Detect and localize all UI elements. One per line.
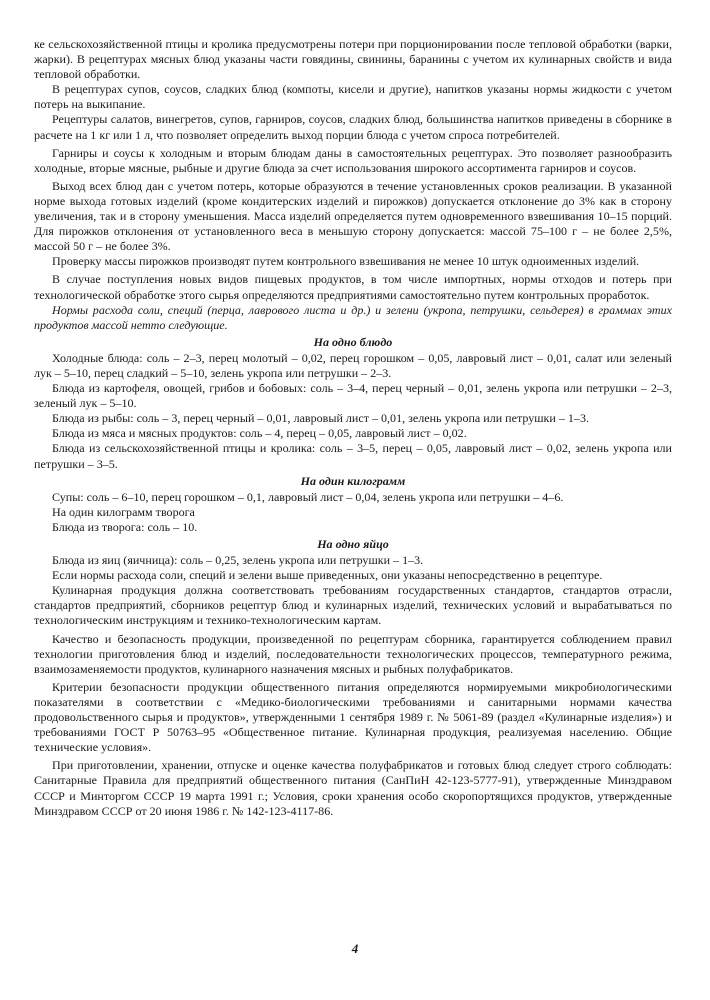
norm-item: Блюда из мяса и мясных продуктов: соль – 4, перец – 0,05, лавровый лист – 0,02.	[52, 426, 467, 441]
paragraph: Выход всех блюд дан с учетом потерь, которые образуются в течение установленных сроков реализации. В указанной норме выхода готовых изделий (кроме кондитерских изделий и пирожков) допускается отклонение до 3% как в сторону увеличения, так и в сторону уменьшения. Масса изделий определяется путем одновременного взвешивания 10–15 порций. Для пирожков отклонения от установленного веса в меньшую сторону допускается: массой 75–100 г – не более 2,5%, массой 50 г – не более 3%.	[34, 178, 672, 254]
norm-item: Блюда из яиц (яичница): соль – 0,25, зелень укропа или петрушки – 1–3.	[52, 553, 424, 568]
norm-item: Если нормы расхода соли, специй и зелени выше приведенных, они указаны непосредственно в рецептуре.	[52, 568, 603, 583]
paragraph-continued: ке сельскохозяйственной птицы и кролика предусмотрены потери при порционировании после тепловой обработки (варки, жарки). В рецептурах мясных блюд указаны части говядины, свинины, баранины с учетом их кулинарных свойств и вида тепловой обработки.	[34, 37, 672, 82]
heading-per-egg: На одно яйцо	[317, 537, 389, 551]
norm-item: Блюда из рыбы: соль – 3, перец черный – 0,01, лавровый лист – 0,01, зелень укропа или петрушки – 1–3.	[52, 411, 589, 426]
paragraph: В случае поступления новых видов пищевых продуктов, в том числе импортных, нормы отходов и потерь при технологической обработке этого сырья определяются предприятиями самостоятельно путем контрольных проработок.	[34, 272, 672, 302]
norm-item: Холодные блюда: соль – 2–3, перец молотый – 0,02, перец горошком – 0,05, лавровый лист – 0,01, салат или зеленый лук – 5–10, перец сладкий – 5–10, зелень укропа или петрушки – 2–3.	[34, 350, 672, 380]
body-text	[34, 37, 672, 819]
paragraph: Рецептуры салатов, винегретов, супов, гарниров, соусов, сладких блюд, большинства напитков приведены в сборнике в расчете на 1 кг или 1 л, что позволяет определить выход порции блюда с учетом спроса потребителей.	[34, 112, 672, 142]
norms-intro: Нормы расхода соли, специй (перца, лаврового листа и др.) и зелени (укропа, петрушки, сельдерея) в граммах этих продуктов массой нетто следующие.	[34, 302, 672, 332]
paragraph: При приготовлении, хранении, отпуске и оценке качества полуфабрикатов и готовых блюд следует строго соблюдать: Санитарные Правила для предприятий общественного питания (СанПиН 42-123-5777-91), утвержденные Минздравом СССР и Минторгом СССР 19 марта 1991 г.; Условия, сроки хранения особо скоропортящихся продуктов, утвержденные Минздравом СССР от 20 июня 1986 г. № 142-123-4117-86.	[34, 758, 672, 818]
heading-per-kg: На один килограмм	[300, 473, 406, 488]
norm-item: На один килограмм творога	[52, 504, 195, 519]
page-number: 4	[351, 941, 359, 956]
paragraph: Качество и безопасность продукции, произведенной по рецептурам сборника, гарантируется соблюдением правил технологии приготовления блюд и изделий, последовательности технологических процессов, температурного режима, взаимозаменяемости продуктов, кулинарного назначения мясных и рыбных полуфабрикатов.	[34, 631, 672, 676]
heading-per-dish: На одно блюдо	[313, 334, 393, 349]
norm-item: Блюда из сельскохозяйственной птицы и кролика: соль – 3–5, перец – 0,05, лавровый лист – 0,02, зелень укропа или петрушки – 3–5.	[34, 441, 672, 471]
paragraph: Критерии безопасности продукции общественного питания определяются нормируемыми микробиологическими показателями в соответствии с «Медико-биологическими требованиями и санитарными нормами качества продовольственного сырья и продуктов», утвержденными 1 сентября 1989 г. № 5061-89 (раздел «Кулинарные изделия») и требованиями ГОСТ Р 50763–95 «Общественное питание. Кулинарная продукция, реализуемая населению. Общие технические условия».	[34, 679, 672, 755]
paragraph: Проверку массы пирожков производят путем контрольного взвешивания не менее 10 штук одноименных изделий.	[52, 254, 640, 269]
paragraph: Гарниры и соусы к холодным и вторым блюдам даны в самостоятельных рецептурах. Это позволяет разнообразить холодные, вторые мясные, рыбные и другие блюда за счет использования широкого ассортимента гарниров и соусов.	[34, 145, 672, 175]
norm-item: Блюда из творога: соль – 10.	[52, 519, 198, 534]
norm-item: Блюда из картофеля, овощей, грибов и бобовых: соль – 3–4, перец черный – 0,01, зелень укропа или петрушки – 2–3, зеленый лук – 5–10.	[34, 381, 672, 411]
norm-item: Супы: соль – 6–10, перец горошком – 0,1, лавровый лист – 0,04, зелень укропа или петрушки – 4–6.	[52, 489, 564, 504]
paragraph: В рецептурах супов, соусов, сладких блюд (компоты, кисели и другие), напитков указаны нормы жидкости с учетом потерь на выкипание.	[34, 82, 672, 112]
paragraph: Кулинарная продукция должна соответствовать требованиям государственных стандартов, стандартов отрасли, стандартов предприятий, сборников рецептур блюд и кулинарных изделий, технических условий и вырабатываться по технологическим инструкциям и технико-технологическим картам.	[34, 583, 672, 628]
